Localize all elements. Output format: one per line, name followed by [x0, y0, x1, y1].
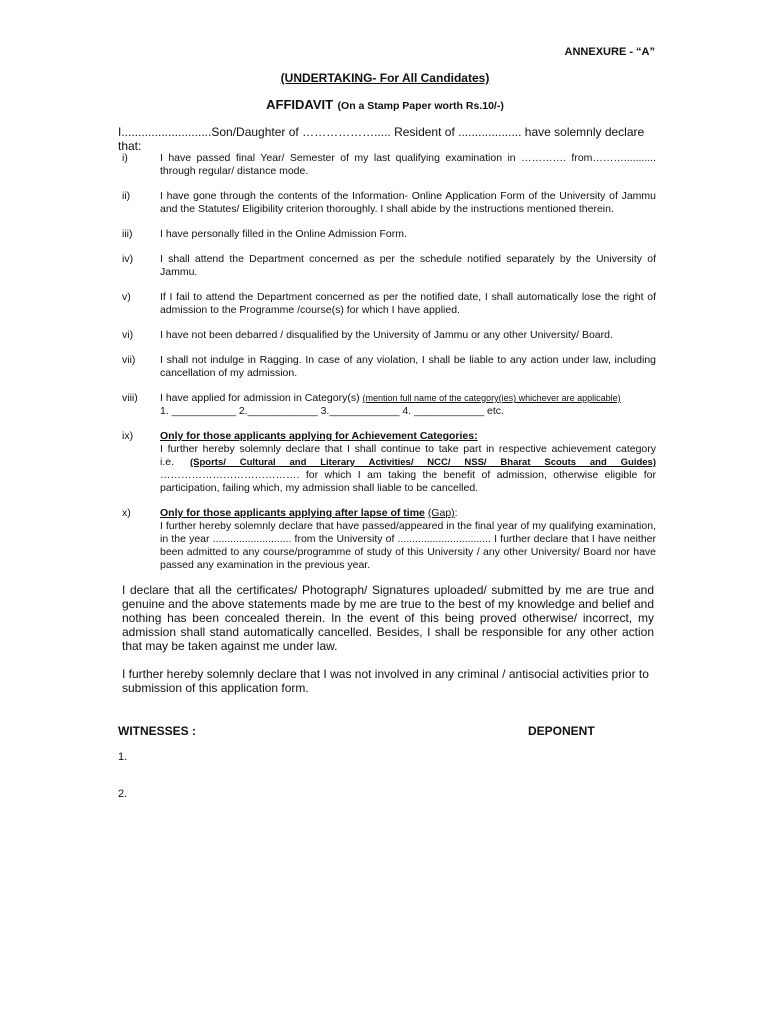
gap-heading-colon: : — [454, 507, 458, 519]
item-number: viii) — [122, 392, 138, 404]
achievement-line-3: …………………………………. for which I am taking the benefit of admission, otherwise eligible for participation, failing which, my admission shall liable to be cancelled. — [160, 469, 656, 494]
list-item — [118, 329, 656, 342]
gap-heading-line — [160, 507, 656, 520]
annexure-label: ANNEXURE - “A” — [564, 46, 655, 58]
gap-heading-suffix: (Gap) — [427, 507, 455, 519]
list-item — [118, 291, 656, 317]
list-item — [118, 152, 656, 178]
item-text: I have personally filled in the Online Admission Form. — [160, 228, 407, 240]
category-line — [160, 392, 656, 405]
item-number: ix) — [122, 430, 134, 442]
item-number: ii) — [122, 190, 131, 202]
item-body — [160, 507, 656, 572]
category-text: I have applied for admission in Category(s) — [160, 392, 360, 404]
intro-statement: I...........................Son/Daughter of ………………..... Resident of ................... have solemnly declare that: — [118, 125, 645, 153]
witnesses-label: WITNESSES : — [118, 724, 197, 738]
list-item-category — [118, 392, 656, 418]
affidavit-note: (On a Stamp Paper worth Rs.10/-) — [337, 100, 504, 112]
affidavit-heading — [0, 96, 770, 114]
further-declaration-paragraph: I further hereby solemnly declare that I was not involved in any criminal / antisocial activities prior to submission of this application form. — [122, 667, 649, 695]
declaration-list — [118, 152, 656, 572]
item-body — [160, 430, 656, 495]
achievement-heading: Only for those applicants applying for Achievement Categories: — [160, 430, 478, 442]
witness-1: 1. — [118, 751, 128, 763]
item-text: I shall not indulge in Ragging. In case of any violation, I shall be liable to any action under law, including cancellation of my admission. — [160, 354, 656, 379]
gap-heading: Only for those applicants applying after lapse of time — [160, 507, 425, 519]
item-text: If I fail to attend the Department concerned as per the notified date, I shall automatically lose the right of admission to the Programme /course(s) for which I have applied. — [160, 291, 656, 316]
achievement-line-2 — [160, 456, 656, 469]
item-body — [160, 392, 656, 418]
item-number: iii) — [122, 228, 133, 240]
witness-2: 2. — [118, 788, 128, 800]
list-item — [118, 354, 656, 380]
achievement-categories: (Sports/ Cultural and Literary Activities/ NCC/ NSS/ Bharat Scouts and Guides) — [190, 457, 656, 468]
achievement-prefix: i.e. — [160, 456, 175, 468]
undertaking-heading: (UNDERTAKING- For All Candidates) — [280, 71, 490, 85]
item-text: I have passed final Year/ Semester of my last qualifying examination in …………. from………........... through regular/ distance mode. — [160, 152, 656, 177]
item-text: I have gone through the contents of the Information- Online Application Form of the University of Jammu and the Statutes/ Eligibility criterion thoroughly. I shall abide by the instructions mentioned therein. — [160, 190, 656, 215]
achievement-line-1: I further hereby solemnly declare that I shall continue to take part in respective achievement category — [160, 443, 656, 455]
list-item-achievement — [118, 430, 656, 495]
list-item — [118, 228, 656, 241]
item-number: v) — [122, 291, 131, 303]
item-number: vii) — [122, 354, 136, 366]
category-blanks: 1. ___________ 2.____________ 3.____________ 4. ____________ etc. — [160, 405, 504, 417]
item-number: vi) — [122, 329, 134, 341]
item-number: iv) — [122, 253, 134, 265]
declaration-paragraph: I declare that all the certificates/ Photograph/ Signatures uploaded/ submitted by me are true and genuine and the above statements made by me are true to the best of my knowledge and belief and nothing has been concealed therein. In the event of this being proved otherwise/ incorrect, my admission shall stand automatically cancelled. Besides, I shall be responsible for any other action that may be taken against me under law. — [122, 583, 654, 653]
list-item-gap — [118, 507, 656, 572]
item-text: I shall attend the Department concerned as per the schedule notified separately by the University of Jammu. — [160, 253, 656, 278]
item-text: I have not been debarred / disqualified by the University of Jammu or any other University/ Board. — [160, 329, 613, 341]
list-item — [118, 253, 656, 279]
gap-text: I further hereby solemnly declare that have passed/appeared in the final year of my qualifying examination, in the year ........................... from the University of ................................ I further declare that I have neither been admitted to any course/programme of study of this University / any other University/ Board nor have passed any examination in the previous year. — [160, 520, 656, 571]
deponent-label: DEPONENT — [528, 724, 595, 738]
list-item — [118, 190, 656, 216]
affidavit-title: AFFIDAVIT — [266, 97, 334, 112]
category-note: (mention full name of the category(ies) whichever are applicable) — [362, 393, 621, 403]
item-number: i) — [122, 152, 128, 164]
item-number: x) — [122, 507, 131, 519]
